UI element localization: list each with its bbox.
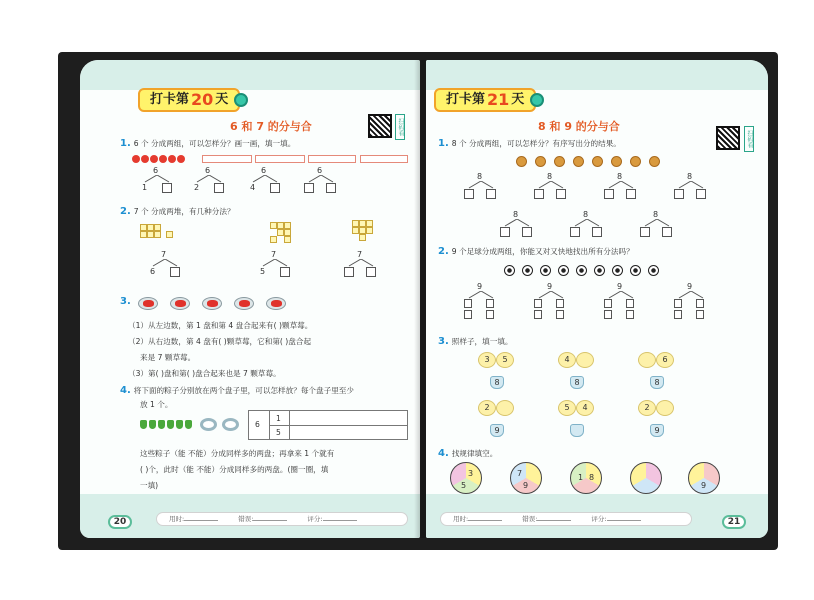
footer-bar: [156, 512, 408, 526]
cube-icon: [359, 220, 366, 227]
tree-left: 1: [142, 183, 148, 192]
answer-box[interactable]: [604, 189, 614, 199]
answer-box[interactable]: [556, 310, 564, 319]
football-icon: [540, 265, 551, 276]
cube-icon: [270, 222, 277, 229]
answer-box[interactable]: [640, 227, 650, 237]
strawberry-plate-icon: [170, 297, 190, 310]
split-tree: [260, 250, 290, 282]
cube-icon: [154, 231, 161, 238]
football-icon: [504, 265, 515, 276]
cube-icon: [352, 227, 359, 234]
tree-left: 4: [250, 183, 256, 192]
qr-tag: 扫码看: [744, 126, 754, 152]
table-total: 6: [255, 420, 260, 429]
cube-icon: [277, 229, 284, 236]
number-wheel[interactable]: [688, 462, 720, 494]
badge-prefix: 打卡第: [150, 92, 190, 107]
answer-box[interactable]: [534, 189, 544, 199]
cookie-icon: [516, 156, 527, 167]
badge-dot-icon: [234, 93, 248, 107]
apple-icon: [177, 155, 185, 163]
question-text: 7 个 分成两堆，有几种分法？: [133, 207, 235, 216]
cube-icon: [277, 222, 284, 229]
balloon-icon: 6: [656, 352, 674, 368]
answer-box[interactable]: [626, 189, 636, 199]
answer-box[interactable]: [270, 183, 280, 193]
wheel-number: 5: [461, 481, 467, 490]
answer-box[interactable]: [592, 227, 602, 237]
number-wheel: [450, 462, 482, 494]
answer-box[interactable]: [464, 299, 472, 308]
answer-box[interactable]: [534, 310, 542, 319]
zongzi-icon: [167, 420, 174, 429]
wheel-number: 3: [468, 469, 474, 478]
answer-box[interactable]: [464, 310, 472, 319]
strawberry-plate-icon: [266, 297, 286, 310]
balloon-set: [478, 352, 518, 394]
balloon-set: [478, 400, 518, 442]
cookie-icon: [535, 156, 546, 167]
apple-icon: [159, 155, 167, 163]
time-field[interactable]: 用时:: [453, 513, 502, 525]
q4-line-2: 放 1 个。: [140, 400, 173, 409]
draw-box[interactable]: [202, 155, 252, 163]
balloon-icon[interactable]: [638, 352, 656, 368]
answer-box[interactable]: [522, 227, 532, 237]
cube-icon: [154, 224, 161, 231]
cube-icon: [284, 222, 291, 229]
apple-icon: [168, 155, 176, 163]
cookie-icon: [573, 156, 584, 167]
badge-day: 21: [487, 90, 510, 109]
cookie-icon: [611, 156, 622, 167]
answer-box[interactable]: [326, 183, 336, 193]
question-text: 9 个足球分成两组，你能又对又快地找出所有分法吗？: [451, 247, 634, 256]
cookie-icon: [554, 156, 565, 167]
question-2: [438, 246, 718, 257]
answer-box[interactable]: [464, 189, 474, 199]
answer-box[interactable]: [486, 189, 496, 199]
answer-box[interactable]: [366, 267, 376, 277]
cookie-icon: [630, 156, 641, 167]
answer-box[interactable]: [214, 183, 224, 193]
tree-top: 6: [261, 166, 267, 175]
tree-left: 5: [260, 267, 266, 276]
tree-top: 8: [653, 210, 659, 219]
balloon-set: [558, 400, 598, 442]
page-number: 21: [722, 515, 746, 529]
split-tree: [642, 210, 672, 242]
q3-line-4: （3）第( )盘和第( )盘合起来也是 7 颗草莓。: [128, 369, 281, 378]
split-tree: [250, 166, 280, 198]
split-tree: [536, 172, 566, 204]
page-number: 20: [108, 515, 132, 529]
split-tree: [150, 250, 180, 282]
number-wheel: [570, 462, 602, 494]
tree-top: 8: [617, 172, 623, 181]
balloon-set: [638, 400, 678, 442]
q4-line-4: ( )个，此时（能 不能）分成同样多的两盘。(圈一圈，填: [140, 465, 329, 474]
tree-top: 9: [547, 282, 553, 291]
balloon-icon[interactable]: [576, 352, 594, 368]
split-table-tree: [466, 282, 496, 326]
wheel-number: 1: [578, 473, 584, 482]
question-number: 2.: [120, 206, 131, 217]
answer-box[interactable]: [500, 227, 510, 237]
tree-top: 6: [205, 166, 211, 175]
answer-box[interactable]: [674, 299, 682, 308]
strawberry-plate-icon: [202, 297, 222, 310]
split-tree: [502, 210, 532, 242]
balloon-icon[interactable]: [656, 400, 674, 416]
cube-icon: [366, 220, 373, 227]
question-number: 2.: [438, 246, 449, 257]
answer-box[interactable]: [280, 267, 290, 277]
top-band: [426, 60, 768, 90]
question-number: 4.: [438, 448, 449, 459]
strawberry-plate-icon: [138, 297, 158, 310]
vase-icon: 8: [490, 376, 504, 389]
q3-line-3: 来是 7 颗草莓。: [140, 353, 196, 362]
apple-icon: [150, 155, 158, 163]
q3-line-2: （2）从右边数，第 4 盘有( )颗草莓，它和第( )盘合起: [128, 337, 312, 346]
question-text: 8 个 分成两组，可以怎样分？有序写出分的结果。: [451, 139, 621, 148]
apple-icon: [141, 155, 149, 163]
question-3-number: [120, 296, 134, 307]
day-badge: [434, 88, 536, 112]
vase-icon: 8: [650, 376, 664, 389]
vase-icon: 9: [490, 424, 504, 437]
answer-box[interactable]: [486, 310, 494, 319]
wheel-number: 9: [701, 481, 707, 490]
cube-icon: [284, 236, 291, 243]
wheel-number: 7: [517, 469, 523, 478]
cube-icon: [352, 220, 359, 227]
football-icon: [558, 265, 569, 276]
left-page: [80, 60, 420, 538]
badge-suffix: 天: [511, 92, 525, 107]
question-number: 4.: [120, 385, 131, 396]
mistakes-field[interactable]: 错误:: [522, 513, 571, 525]
split-tree: [466, 172, 496, 204]
tree-top: 9: [617, 282, 623, 291]
cube-icon: [147, 224, 154, 231]
qr-code-icon[interactable]: [716, 126, 740, 150]
tree-top: 7: [161, 250, 167, 259]
balloon-icon: 4: [576, 400, 594, 416]
tree-top: 8: [513, 210, 519, 219]
footer-bar: [440, 512, 692, 526]
score-field[interactable]: 评分:: [591, 513, 640, 525]
balloon-icon: 2: [638, 400, 656, 416]
cookie-icon: [592, 156, 603, 167]
football-icon: [576, 265, 587, 276]
vase-icon[interactable]: [570, 424, 584, 437]
question-2: [120, 206, 400, 217]
tree-top: 8: [477, 172, 483, 181]
time-field[interactable]: 用时:: [169, 513, 218, 525]
section-title: 8 和 9 的分与合: [538, 120, 620, 133]
answer-box[interactable]: [604, 310, 612, 319]
cube-icon: [140, 224, 147, 231]
split-tree: [572, 210, 602, 242]
answer-box[interactable]: [674, 189, 684, 199]
apple-icon: [132, 155, 140, 163]
tree-top: 9: [687, 282, 693, 291]
badge-dot-icon: [530, 93, 544, 107]
strawberry-plate-icon: [234, 297, 254, 310]
answer-box[interactable]: [626, 299, 634, 308]
cube-icon: [140, 231, 147, 238]
tree-top: 8: [583, 210, 589, 219]
question-text: 6 个 分成两组，可以怎样分？画一画，填一填。: [133, 139, 296, 148]
answer-box[interactable]: [696, 299, 704, 308]
question-number: 3.: [438, 336, 449, 347]
qr-code-icon[interactable]: [368, 114, 392, 138]
plate-icon: [200, 418, 217, 431]
question-text: 照样子，填一填。: [451, 337, 513, 346]
vase-icon: 8: [570, 376, 584, 389]
tree-left: 6: [150, 267, 156, 276]
football-icon: [612, 265, 623, 276]
split-tree: [194, 166, 224, 198]
tree-top: 6: [153, 166, 159, 175]
mistakes-field[interactable]: 错误:: [238, 513, 287, 525]
question-text: 找规律填空。: [451, 449, 498, 458]
football-icon: [648, 265, 659, 276]
badge-day: 20: [191, 90, 214, 109]
balloon-icon: 3: [478, 352, 496, 368]
cookie-icon: [649, 156, 660, 167]
right-page: [426, 60, 768, 538]
tree-top: 9: [477, 282, 483, 291]
cube-icon: [284, 229, 291, 236]
football-icon: [522, 265, 533, 276]
split-tree: [346, 250, 376, 282]
question-4: [120, 385, 405, 396]
tree-top: 7: [357, 250, 363, 259]
cube-icon: [270, 236, 277, 243]
answer-box[interactable]: [486, 299, 494, 308]
balloon-set: [638, 352, 678, 394]
balloon-icon: 5: [496, 352, 514, 368]
number-wheel: [510, 462, 542, 494]
answer-box[interactable]: [556, 189, 566, 199]
table-value: 5: [276, 428, 281, 437]
section-title: 6 和 7 的分与合: [230, 120, 312, 133]
question-number: 1.: [120, 138, 131, 149]
split-tree: [676, 172, 706, 204]
split-tree: [142, 166, 172, 198]
question-1: [120, 138, 400, 149]
badge-suffix: 天: [215, 92, 229, 107]
vase-icon: 9: [650, 424, 664, 437]
open-workbook: [62, 52, 774, 552]
zongzi-icon: [185, 420, 192, 429]
answer-box[interactable]: [556, 299, 564, 308]
day-badge: [138, 88, 240, 112]
q3-line-1: （1）从左边数，第 1 盘和第 4 盘合起来有( )颗草莓。: [128, 321, 313, 330]
score-field[interactable]: 评分:: [307, 513, 356, 525]
cube-icon: [359, 234, 366, 241]
wheel-number: 8: [589, 473, 595, 482]
answer-box[interactable]: [162, 183, 172, 193]
qr-tag: 扫码看: [395, 114, 405, 140]
badge-prefix: 打卡第: [446, 92, 486, 107]
football-icon: [594, 265, 605, 276]
tree-top: 6: [317, 166, 323, 175]
question-text: 将下面的粽子分别放在两个盘子里，可以怎样放？每个盘子里至少: [133, 386, 354, 395]
question-4: [438, 448, 497, 459]
zongzi-icon: [158, 420, 165, 429]
question-1: [438, 138, 713, 149]
football-icon: [630, 265, 641, 276]
answer-box[interactable]: [570, 227, 580, 237]
answer-box[interactable]: [604, 299, 612, 308]
split-tree: [606, 172, 636, 204]
draw-box[interactable]: [255, 155, 305, 163]
answer-box[interactable]: [662, 227, 672, 237]
balloon-set: [558, 352, 598, 394]
tree-top: 8: [547, 172, 553, 181]
tree-top: 7: [271, 250, 277, 259]
wheel-number: 9: [523, 481, 529, 490]
cube-icon: [359, 227, 366, 234]
split-tree: [306, 166, 336, 198]
split-table-tree: [676, 282, 706, 326]
balloon-icon: 2: [478, 400, 496, 416]
question-number: 1.: [438, 138, 449, 149]
draw-box[interactable]: [308, 155, 356, 163]
question-3: [438, 336, 513, 347]
split-table: [248, 410, 408, 440]
q4-line-3: 这些粽子（能 不能）分成同样多的两盘；再拿来 1 个就有: [140, 449, 335, 458]
cube-icon: [366, 227, 373, 234]
zongzi-icon: [140, 420, 147, 429]
tree-left: 2: [194, 183, 200, 192]
tree-top: 8: [687, 172, 693, 181]
balloon-icon: 4: [558, 352, 576, 368]
answer-box[interactable]: [304, 183, 314, 193]
answer-box[interactable]: [344, 267, 354, 277]
split-table-tree: [536, 282, 566, 326]
answer-box[interactable]: [626, 310, 634, 319]
split-table-tree: [606, 282, 636, 326]
question-number: 3.: [120, 296, 131, 307]
answer-box[interactable]: [170, 267, 180, 277]
cube-icon: [166, 231, 173, 238]
draw-box[interactable]: [360, 155, 408, 163]
table-value: 1: [276, 414, 281, 423]
q4-line-5: 一填): [140, 481, 159, 490]
answer-box[interactable]: [534, 299, 542, 308]
balloon-icon: 5: [558, 400, 576, 416]
balloon-icon[interactable]: [496, 400, 514, 416]
cube-icon: [147, 231, 154, 238]
answer-box[interactable]: [696, 189, 706, 199]
answer-box[interactable]: [696, 310, 704, 319]
answer-box[interactable]: [674, 310, 682, 319]
number-wheel[interactable]: [630, 462, 662, 494]
top-band: [80, 60, 420, 90]
zongzi-icon: [176, 420, 183, 429]
plate-icon: [222, 418, 239, 431]
zongzi-icon: [149, 420, 156, 429]
